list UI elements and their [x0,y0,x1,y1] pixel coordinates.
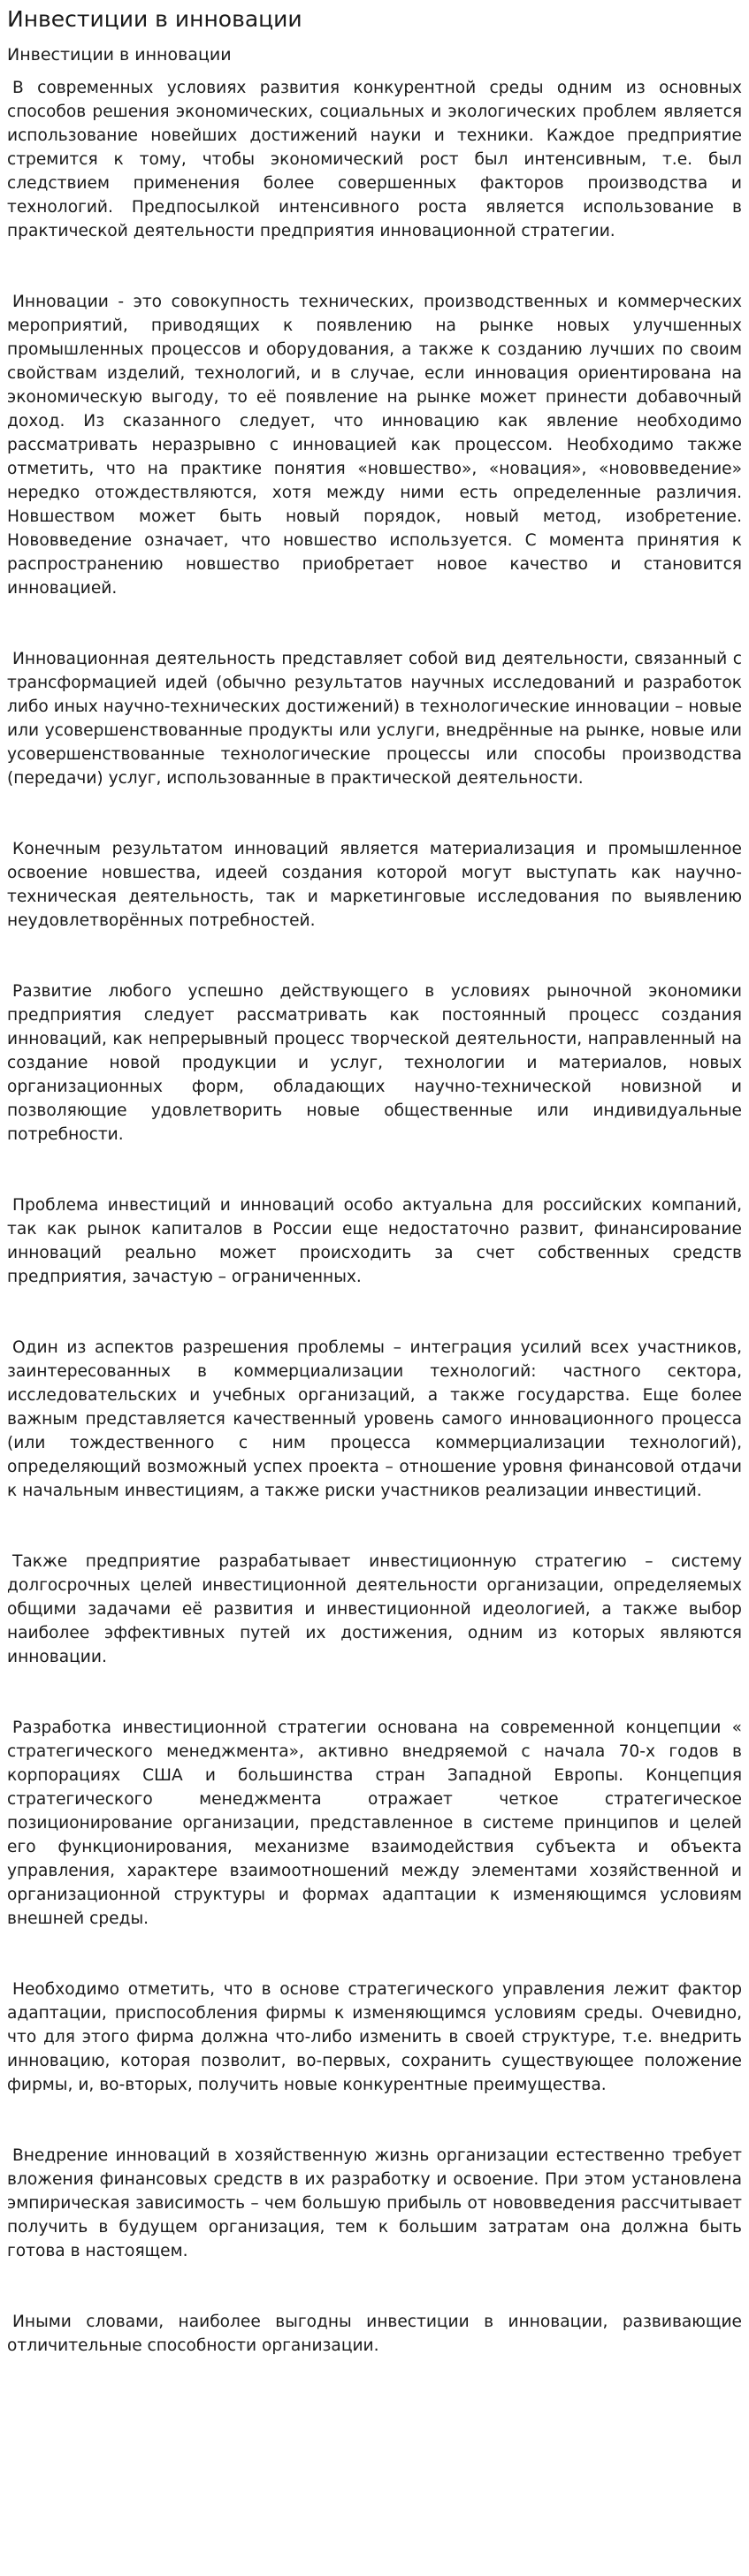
paragraph-11: Внедрение инноваций в хозяйственную жизнь организации естественно требует вложения финансовых средств в их разработку и освоение. При этом установлена эмпирическая зависимость – чем большую прибыль от нововведения рассчитывает получить в будущем организация, тем к большим затратам она должна быть готова в настоящем. [7,2146,742,2260]
paragraph-5: Развитие любого успешно действующего в условиях рыночной экономики предприятия следует рассматривать как постоянный процесс создания инноваций, как непрерывный процесс творческой деятельности, направленный на создание новой продукции и услуг, технологии и материалов, новых организационных форм, обладающих научно-технической новизной и позволяющие удовлетворить новые общественные или индивидуальные потребности. [7,982,742,1144]
paragraph-2: Инновации - это совокупность технических, производственных и коммерческих мероприятий, приводящих к появлению на рынке новых улучшенных промышленных процессов и оборудования, а также к созданию лучших по своим свойствам изделий, технологий, и в случае, если инновация ориентирована на экономическую выгоду, то её появление на рынке может принести добавочный доход. Из сказанного следует, что инновацию как явление необходимо рассматривать неразрывно с инновацией как процессом. Необходимо также отметить, что на практике понятия «новшество», «новация», «нововведение» нередко отождествляются, хотя между ними есть определенные различия. Новшеством может быть новый порядок, новый метод, изобретение. Нововведение означает, что новшество используется. С момента принятия к распространению новшество приобретает новое качество и становится инновацией. [7,293,742,598]
paragraph-3: Инновационная деятельность представляет собой вид деятельности, связанный с трансформацией идей (обычно результатов научных исследований и разработок либо иных научно-технических достижений) в технологические инновации – новые или усовершенствованные продукты или услуги, внедрённые на рынке, новые или усовершенствованные технологические процессы или способы производства (передачи) услуг, использованные в практической деятельности. [7,650,742,788]
paragraph-10: Необходимо отметить, что в основе стратегического управления лежит фактор адаптации, приспособления фирмы к изменяющимся условиям среды. Очевидно, что для этого фирма должна что-либо изменить в своей структуре, т.е. внедрить инновацию, которая позволит, во-первых, сохранить существующее положение фирмы, и, во-вторых, получить новые конкурентные преимущества. [7,1980,742,2094]
paragraph-8: Также предприятие разрабатывает инвестиционную стратегию – систему долгосрочных целей инвестиционной деятельности организации, определяемых общими задачами её развития и инвестиционной идеологией, а также выбор наиболее эффективных путей их достижения, одним из которых являются инновации. [7,1552,742,1666]
paragraph-6: Проблема инвестиций и инноваций особо актуальна для российских компаний, так как рынок капиталов в России еще недостаточно развит, финансирование инноваций реально может происходить за счет собственных средств предприятия, зачастую – ограниченных. [7,1196,742,1286]
page-title: Инвестиции в инновации [7,6,302,32]
paragraph-12: Иными словами, наиболее выгодны инвестиции в инновации, развивающие отличительные способности организации. [7,2313,742,2355]
article-subtitle: Инвестиции в инновации [7,45,232,65]
paragraph-4: Конечным результатом инноваций является материализация и промышленное освоение новшества, идеей создания которой могут выступать как научно-техническая деятельность, так и маркетинговые исследования по выявлению неудовлетворённых потребностей. [7,840,742,930]
paragraph-1: В современных условиях развития конкурентной среды одним из основных способов решения экономических, социальных и экологических проблем является использование новейших достижений науки и техники. Каждое предприятие стремится к тому, чтобы экономический рост был интенсивным, т.е. был следствием применения более совершенных факторов производства и технологий. Предпосылкой интенсивного роста является использование в практической деятельности предприятия инновационной стратегии. [7,79,742,240]
paragraph-7: Один из аспектов разрешения проблемы – интеграция усилий всех участников, заинтересованных в коммерциализации технологий: частного сектора, исследовательских и учебных организаций, а также государства. Еще более важным представляется качественный уровень самого инновационного процесса (или тождественного с ним процесса коммерциализации технологий), определяющий возможный успех проекта – отношение уровня финансовой отдачи к начальным инвестициям, а также риски участников реализации инвестиций. [7,1338,742,1500]
paragraph-9: Разработка инвестиционной стратегии основана на современной концепции « стратегического менеджмента», активно внедряемой с начала 70-х годов в корпорациях США и большинства стран Западной Европы. Концепция стратегического менеджмента отражает четкое стратегическое позиционирование организации, представленное в системе принципов и целей его функционирования, механизме взаимодействия субъекта и объекта управления, характере взаимоотношений между элементами хозяйственной и организационной структуры и формах адаптации к изменяющимся условиям внешней среды. [7,1719,742,1928]
